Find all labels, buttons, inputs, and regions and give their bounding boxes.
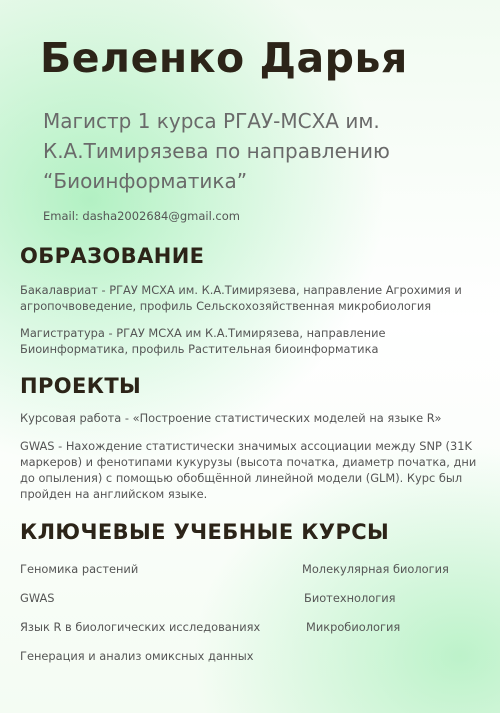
course-item: GWAS <box>20 591 55 605</box>
projects-heading: ПРОЕКТЫ <box>20 374 142 398</box>
project-item-gwas: GWAS - Нахождение статистически значимых ассоциации между SNP (31K маркеров) и фенотипами кукурузы (высота початка, диаметр початка, дни до опыления) с помощью обобщённой линейной модели (GLM). Курс был пройден на английском языке. <box>20 439 477 501</box>
education-item-bachelor: Бакалавриат - РГАУ МСХА им. К.А.Тимирязева, направление Агрохимия и агропочвоведение, профиль Сельскохозяйственная микробиология <box>20 283 462 313</box>
course-item: Язык R в биологических исследованиях <box>20 620 261 634</box>
course-item: Микробиология <box>306 620 401 634</box>
person-name: Беленко Дарья <box>40 34 408 82</box>
project-item-coursework: Курсовая работа - «Построение статистических моделей на языке R» <box>20 411 442 425</box>
course-item: Генерация и анализ омиксных данных <box>20 649 254 663</box>
course-item: Биотехнология <box>304 591 396 605</box>
education-heading: ОБРАЗОВАНИЕ <box>20 244 205 268</box>
course-item: Молекулярная биология <box>302 562 449 576</box>
email-text: Email: dasha2002684@gmail.com <box>43 209 240 223</box>
education-item-master: Магистратура - РГАУ МСХА им К.А.Тимирязева, направление Биоинформатика, профиль Растительная биоинформатика <box>20 326 386 356</box>
courses-heading: КЛЮЧЕВЫЕ УЧЕБНЫЕ КУРСЫ <box>20 520 390 544</box>
subtitle: Магистр 1 курса РГАУ-МСХА им. К.А.Тимирязева по направлению “Биоинформатика” <box>43 109 390 193</box>
course-item: Геномика растений <box>20 562 139 576</box>
